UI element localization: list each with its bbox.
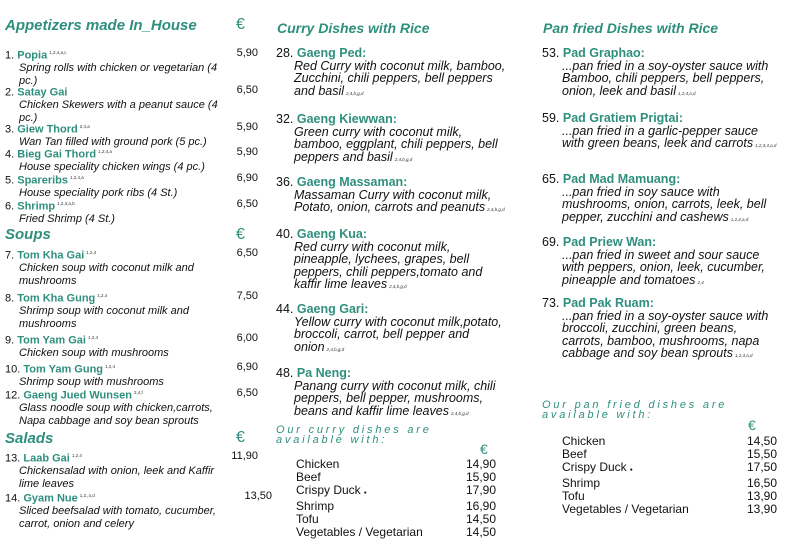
item-name: Pad Graphao: <box>562 46 645 60</box>
item-name: Satay Gai <box>17 86 68 99</box>
item-name: Gaeng Kua: <box>296 227 368 241</box>
panfried-options-currency: € <box>748 417 756 433</box>
item-description: House speciality pork ribs (4 St.) <box>19 187 178 200</box>
option-price: 14,50 <box>465 512 496 526</box>
item-number: 44. <box>276 302 294 316</box>
item-number: 53. <box>542 46 560 60</box>
item-number: 48. <box>276 366 294 380</box>
option-label: Chicken <box>296 457 340 471</box>
item-description: Wan Tan filled with ground pork (5 pc.) <box>19 136 207 149</box>
soup-item[interactable] <box>5 290 230 330</box>
item-description <box>542 249 782 290</box>
salad-item[interactable] <box>5 490 235 530</box>
item-description: Sliced beefsalad with tomato, cucumber, carrot, onion and celery <box>19 505 216 530</box>
option-label: Vegetables / Vegetarian <box>562 502 689 516</box>
item-description: Fried Shrimp (4 St.) <box>19 213 115 226</box>
item-name: Pad Gratiem Prigtai: <box>562 111 684 125</box>
allergen-codes: 2,4,b,g,d <box>389 284 407 289</box>
desc-text: Green curry with coconut milk, bamboo, eggplant, chili peppers, bell peppers and basil <box>294 124 498 164</box>
item-number: 2. <box>5 86 15 99</box>
item-price: 6,50 <box>236 387 258 399</box>
desc-text: Yellow curry with coconut milk,potato, broccoli, carrot, bell pepper and onion <box>294 314 502 354</box>
item-description: Chicken soup with mushrooms <box>19 347 169 360</box>
allergen-codes: 1,2,3,4,a,d <box>755 143 777 148</box>
desc-text: Red curry with coconut milk, pineapple, lychees, grapes, bell peppers, chili peppers,tomato and kaffir lime leaves <box>294 239 483 291</box>
item-name: Giew Thord <box>17 123 78 136</box>
option-price: 13,90 <box>746 489 777 503</box>
panfried-options-table <box>562 435 777 516</box>
item-description <box>276 241 511 294</box>
allergen-codes: 1,2,4 <box>97 293 108 298</box>
item-number: 5. <box>5 174 15 187</box>
item-name: Popia <box>17 49 48 62</box>
allergen-codes: 1,2,3,a,b <box>57 201 75 206</box>
item-number: 12. <box>5 389 21 402</box>
option-label: Tofu <box>562 489 585 503</box>
item-number: 65. <box>542 172 560 186</box>
item-description <box>276 380 511 421</box>
option-label: Beef <box>296 470 321 484</box>
option-price: 16,50 <box>746 476 777 490</box>
curry-options-table <box>296 458 496 539</box>
item-price: 6,50 <box>236 247 258 259</box>
item-description <box>276 60 511 101</box>
option-price: 17,90 <box>465 483 496 497</box>
salads-title: Salads <box>5 430 54 447</box>
item-number: 1. <box>5 49 15 62</box>
desc-text: Red Curry with coconut milk, bamboo, Zucchini, chili peppers, bell peppers and basil <box>294 58 506 98</box>
item-number: 9. <box>5 334 15 347</box>
item-name: Gaeng Jued Wunsen <box>23 389 132 402</box>
option-price: 13,90 <box>746 502 777 516</box>
item-name: Laab Gai <box>23 452 70 465</box>
allergen-codes: 2,4,b,g,d <box>326 346 345 352</box>
allergen-codes: 1,2,4,a,d <box>734 353 753 358</box>
desc-text: ...pan fried in a soy-oyster sauce with broccoli, zucchini, green beans, carrots, bamboo, mushrooms, napa cabbage and soy bean sprouts <box>562 308 769 360</box>
item-number: 36. <box>276 175 294 189</box>
item-description <box>542 310 782 363</box>
allergen-codes: 1,2,4 <box>105 364 116 369</box>
item-number: 73. <box>542 296 560 310</box>
soups-currency: € <box>236 226 245 243</box>
option-price: 14,50 <box>465 525 496 539</box>
allergen-codes: 2,4,b,g,d <box>450 410 469 416</box>
marker-dot: ● <box>629 467 633 473</box>
item-number: 13. <box>5 452 21 465</box>
appetizers-title: Appetizers made In_House <box>5 17 197 34</box>
salads-currency: € <box>236 429 245 446</box>
item-name: Gaeng Gari: <box>296 302 369 316</box>
item-price: 5,90 <box>236 121 258 133</box>
item-number: 8. <box>5 292 15 305</box>
item-name: Pad Pak Ruam: <box>562 296 654 310</box>
option-price: 14,90 <box>465 457 496 471</box>
item-name: Spareribs <box>17 174 68 187</box>
item-description: Glass noodle soup with chicken,carrots, Napa cabbage and soy bean sprouts <box>19 402 213 427</box>
allergen-codes: 2,4,b,g,d <box>394 156 413 162</box>
option-label: Shrimp <box>296 499 335 513</box>
allergen-codes: 1,2,4 <box>87 335 98 340</box>
item-price: 6,90 <box>236 172 258 184</box>
curry-title: Curry Dishes with Rice <box>277 20 430 36</box>
appetizer-item[interactable] <box>5 121 240 149</box>
option-price: 15,90 <box>465 470 496 484</box>
allergen-codes: 1,2,4,a <box>98 149 112 154</box>
item-price: 7,50 <box>236 290 258 302</box>
item-name: Gaeng Ped: <box>296 46 367 60</box>
soup-item[interactable] <box>5 247 230 287</box>
item-name: Pad Priew Wan: <box>562 235 657 249</box>
soups-title: Soups <box>5 226 51 243</box>
panfried-item[interactable] <box>542 297 782 363</box>
allergen-codes: 2,4,b,g,d <box>487 207 505 212</box>
curry-item[interactable] <box>276 303 511 356</box>
allergen-codes: 2,4,f <box>133 390 143 395</box>
item-name: Pa Neng: <box>296 366 352 380</box>
curry-item[interactable] <box>276 47 511 100</box>
item-name: Bieg Gai Thord <box>17 148 97 161</box>
panfried-availability-note: Our pan fried dishes are available with: <box>542 399 728 421</box>
item-description: House speciality chicken wings (4 pc.) <box>19 161 205 174</box>
desc-text: Panang curry with coconut milk, chili peppers, bell pepper, mushrooms, beans and kaffir lime leaves <box>294 378 496 418</box>
soup-item[interactable] <box>5 361 230 389</box>
item-price: 6,50 <box>236 84 258 96</box>
curry-options-currency: € <box>480 441 488 457</box>
desc-text: ...pan fried in sweet and sour sauce with peppers, onion, leek, cucumber, pineapple and tomatoes <box>562 247 765 287</box>
desc-text: Massaman Curry with coconut milk, Potato, onion, carrots and peanuts <box>294 187 492 214</box>
allergen-codes: 2,4,b,g,d <box>346 90 364 96</box>
item-number: 28. <box>276 46 294 60</box>
item-description: Shrimp soup with coconut milk and mushrooms <box>19 305 189 330</box>
item-name: Gyam Nue <box>23 492 78 505</box>
allergen-codes: 1,2,,4,d <box>79 493 95 498</box>
panfried-item[interactable] <box>542 112 782 153</box>
item-description <box>276 126 511 167</box>
option-label: Tofu <box>296 512 319 526</box>
item-description: Chicken Skewers with a peanut sauce (4 pc.) <box>19 99 218 124</box>
option-label: Shrimp <box>562 476 601 490</box>
option-label: Crispy Duck <box>296 483 361 497</box>
item-name: Gaeng Kiewwan: <box>296 112 397 126</box>
item-number: 4. <box>5 148 15 161</box>
option-row[interactable] <box>296 526 496 539</box>
allergen-codes: 1,2,4,a,d <box>677 90 696 96</box>
item-description: Spring rolls with chicken or vegetarian (4 pc.) <box>19 62 218 87</box>
option-row[interactable] <box>562 461 777 477</box>
item-name: Tom Yam Gai <box>17 334 86 347</box>
item-number: 3. <box>5 123 15 136</box>
desc-text: ...pan fried in a garlic-pepper sauce with green beans, leek and carrots <box>562 123 758 150</box>
item-number: 6. <box>5 200 15 213</box>
allergen-codes: 1,2,4 <box>86 250 97 255</box>
item-description <box>276 189 511 217</box>
item-number: 14. <box>5 492 21 505</box>
item-name: Tom Kha Gung <box>17 292 96 305</box>
allergen-codes: 1,2,4,a,d <box>730 216 749 222</box>
curry-item[interactable] <box>276 228 511 294</box>
item-description: Chickensalad with onion, leek and Kaffir lime leaves <box>19 465 215 490</box>
salad-item[interactable] <box>5 450 235 490</box>
desc-text: ...pan fried in soy sauce with mushrooms, onion, carrots, leek, bell pepper, zucchini and cashews <box>562 184 767 224</box>
option-label: Crispy Duck <box>562 460 627 474</box>
panfried-title: Pan fried Dishes with Rice <box>543 20 719 36</box>
item-description <box>542 60 782 101</box>
allergen-codes: 1,2,4,a <box>70 175 84 180</box>
item-price: 13,50 <box>244 490 272 502</box>
appetizer-item[interactable] <box>5 146 230 174</box>
item-description <box>276 316 511 357</box>
item-number: 32. <box>276 112 294 126</box>
appetizer-item[interactable] <box>5 198 230 226</box>
item-description: Chicken soup with coconut milk and mushrooms <box>19 262 194 287</box>
option-label: Vegetables / Vegetarian <box>296 525 423 539</box>
item-number: 10. <box>5 363 21 376</box>
item-name: Gaeng Massaman: <box>296 175 408 189</box>
option-price: 15,50 <box>746 447 777 461</box>
curry-item[interactable] <box>276 176 511 217</box>
item-price: 6,00 <box>236 332 258 344</box>
appetizer-item[interactable] <box>5 172 230 200</box>
allergen-codes: 1,2,4 <box>71 453 82 458</box>
item-price: 5,90 <box>236 146 258 158</box>
item-number: 40. <box>276 227 294 241</box>
item-description <box>542 186 782 227</box>
appetizers-currency: € <box>236 16 245 33</box>
appetizer-item[interactable] <box>5 47 230 87</box>
option-price: 14,50 <box>746 434 777 448</box>
soup-item[interactable] <box>5 387 230 427</box>
curry-availability-note: Our curry dishes are available with: <box>276 424 432 446</box>
curry-item[interactable] <box>276 367 511 420</box>
option-row[interactable] <box>562 477 777 490</box>
option-label: Beef <box>562 447 587 461</box>
allergen-codes: 2,4,a <box>79 124 90 129</box>
panfried-item[interactable] <box>542 173 782 226</box>
allergen-codes: 2,4 <box>697 279 704 285</box>
item-description: Shrimp soup with mushrooms <box>19 376 164 389</box>
option-price: 16,90 <box>465 499 496 513</box>
curry-item[interactable] <box>276 113 511 166</box>
item-price: 6,50 <box>236 198 258 210</box>
option-row[interactable] <box>562 503 777 516</box>
option-price: 17,50 <box>746 460 777 474</box>
item-description <box>542 125 782 153</box>
appetizer-item[interactable] <box>5 84 230 124</box>
item-name: Pad Mad Mamuang: <box>562 172 681 186</box>
allergen-codes: 1,2,4,a,c <box>49 50 67 55</box>
item-price: 11,90 <box>231 450 258 462</box>
item-name: Tom Yam Gung <box>23 363 104 376</box>
panfried-item[interactable] <box>542 47 782 100</box>
desc-text: ...pan fried in a soy-oyster sauce with Bamboo, chili peppers, bell peppers, onion, leek and basil <box>562 58 769 98</box>
item-number: 59. <box>542 111 560 125</box>
marker-dot: ● <box>363 490 367 496</box>
option-row[interactable] <box>296 484 496 500</box>
item-number: 7. <box>5 249 15 262</box>
option-label: Chicken <box>562 434 606 448</box>
option-row[interactable] <box>562 435 777 448</box>
panfried-item[interactable] <box>542 236 782 289</box>
item-price: 5,90 <box>236 47 258 59</box>
item-number: 69. <box>542 235 560 249</box>
soup-item[interactable] <box>5 332 230 360</box>
item-name: Tom Kha Gai <box>17 249 85 262</box>
item-price: 6,90 <box>236 361 258 373</box>
item-name: Shrimp <box>17 200 56 213</box>
